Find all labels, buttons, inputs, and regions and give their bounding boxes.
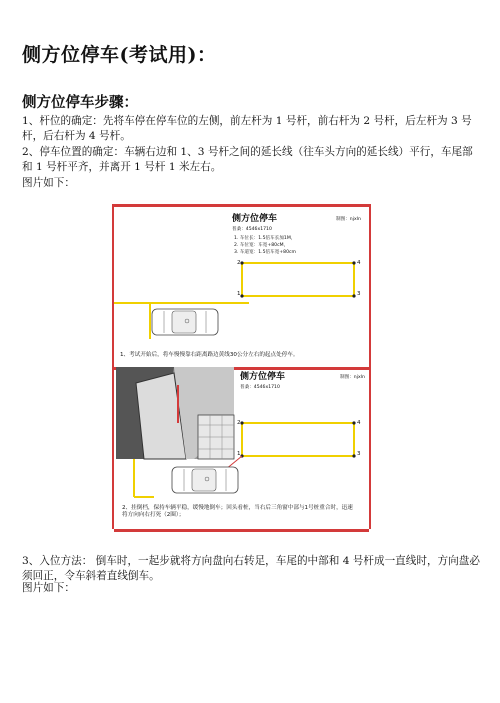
image-label-1: 图片如下：	[22, 177, 75, 189]
page-title: 侧方位停车(考试用)：	[22, 44, 217, 66]
panel1-note-3: 3. 车道宽：1.5倍车宽+80cm	[234, 250, 297, 255]
panel1-model: 普桑：4546x1710	[232, 227, 272, 232]
step-1-paragraph: 1、杆位的确定：先将车停在停车位的左侧，前左杆为 1 号杆，前右杆为 2 号杆，后左杆为 3 号杆，后右杆为 4 号杆。	[22, 115, 472, 142]
parking-box-1	[242, 263, 354, 296]
section-title: 侧方位停车步骤：	[22, 94, 138, 111]
panel2-caption: 2、挂倒档，保持车辆平稳，缓慢地倒车；回头看桩，当右后三角窗中部与1号桩重合时，迅速将方向向右打死（2圈）；	[122, 505, 353, 518]
panel1-note-1: 1. 车位长：1.5倍车长加1M，	[234, 236, 296, 241]
panel2-model: 普桑：4546x1710	[240, 385, 280, 390]
car-top-view-1	[152, 309, 218, 335]
step-3-paragraph: 3、入位方法： 倒车时，一起步就将方向盘向右转足，车尾的中部和 4 号杆成一直线时，方向盘必须回正，令车斜着直线倒车。	[22, 555, 480, 582]
panel1-drawing	[114, 207, 369, 367]
diagram-panel-1	[114, 204, 369, 370]
car-top-view-2	[172, 467, 238, 493]
step-2-paragraph: 2、停车位置的确定：车辆右边和 1、3 号杆之间的延长线（往车头方向的延长线）平行，车尾部和 1 号杆平齐，并离开 1 号杆 1 米左右。	[22, 146, 473, 173]
pole-label-3: 3	[357, 291, 361, 297]
pole-label-3b: 3	[357, 451, 361, 457]
panel1-title: 侧方位停车	[232, 214, 278, 224]
panel1-note-2: 2. 车位宽：车宽+80cM，	[234, 243, 289, 248]
pole-label-2: 2	[237, 260, 241, 266]
parking-diagram-figure	[112, 204, 371, 529]
pole-label-1b: 1	[237, 451, 241, 457]
pole-label-4b: 4	[357, 420, 361, 426]
panel1-caption: 1、考试开始后，将车慢慢靠右距离路边黄线30公分左右的起点处停车。	[120, 352, 299, 358]
diagram-panel-2	[114, 365, 369, 532]
pole-label-1: 1	[237, 291, 241, 297]
panel2-author: 制图：njxln	[340, 375, 365, 380]
panel2-title: 侧方位停车	[240, 372, 286, 382]
parking-box-2	[242, 423, 354, 456]
pole-label-4: 4	[357, 260, 361, 266]
panel1-author: 制图：njxln	[336, 217, 361, 222]
pole-label-2b: 2	[237, 420, 241, 426]
image-label-2: 图片如下：	[22, 582, 75, 594]
car-interior-view	[116, 367, 234, 459]
